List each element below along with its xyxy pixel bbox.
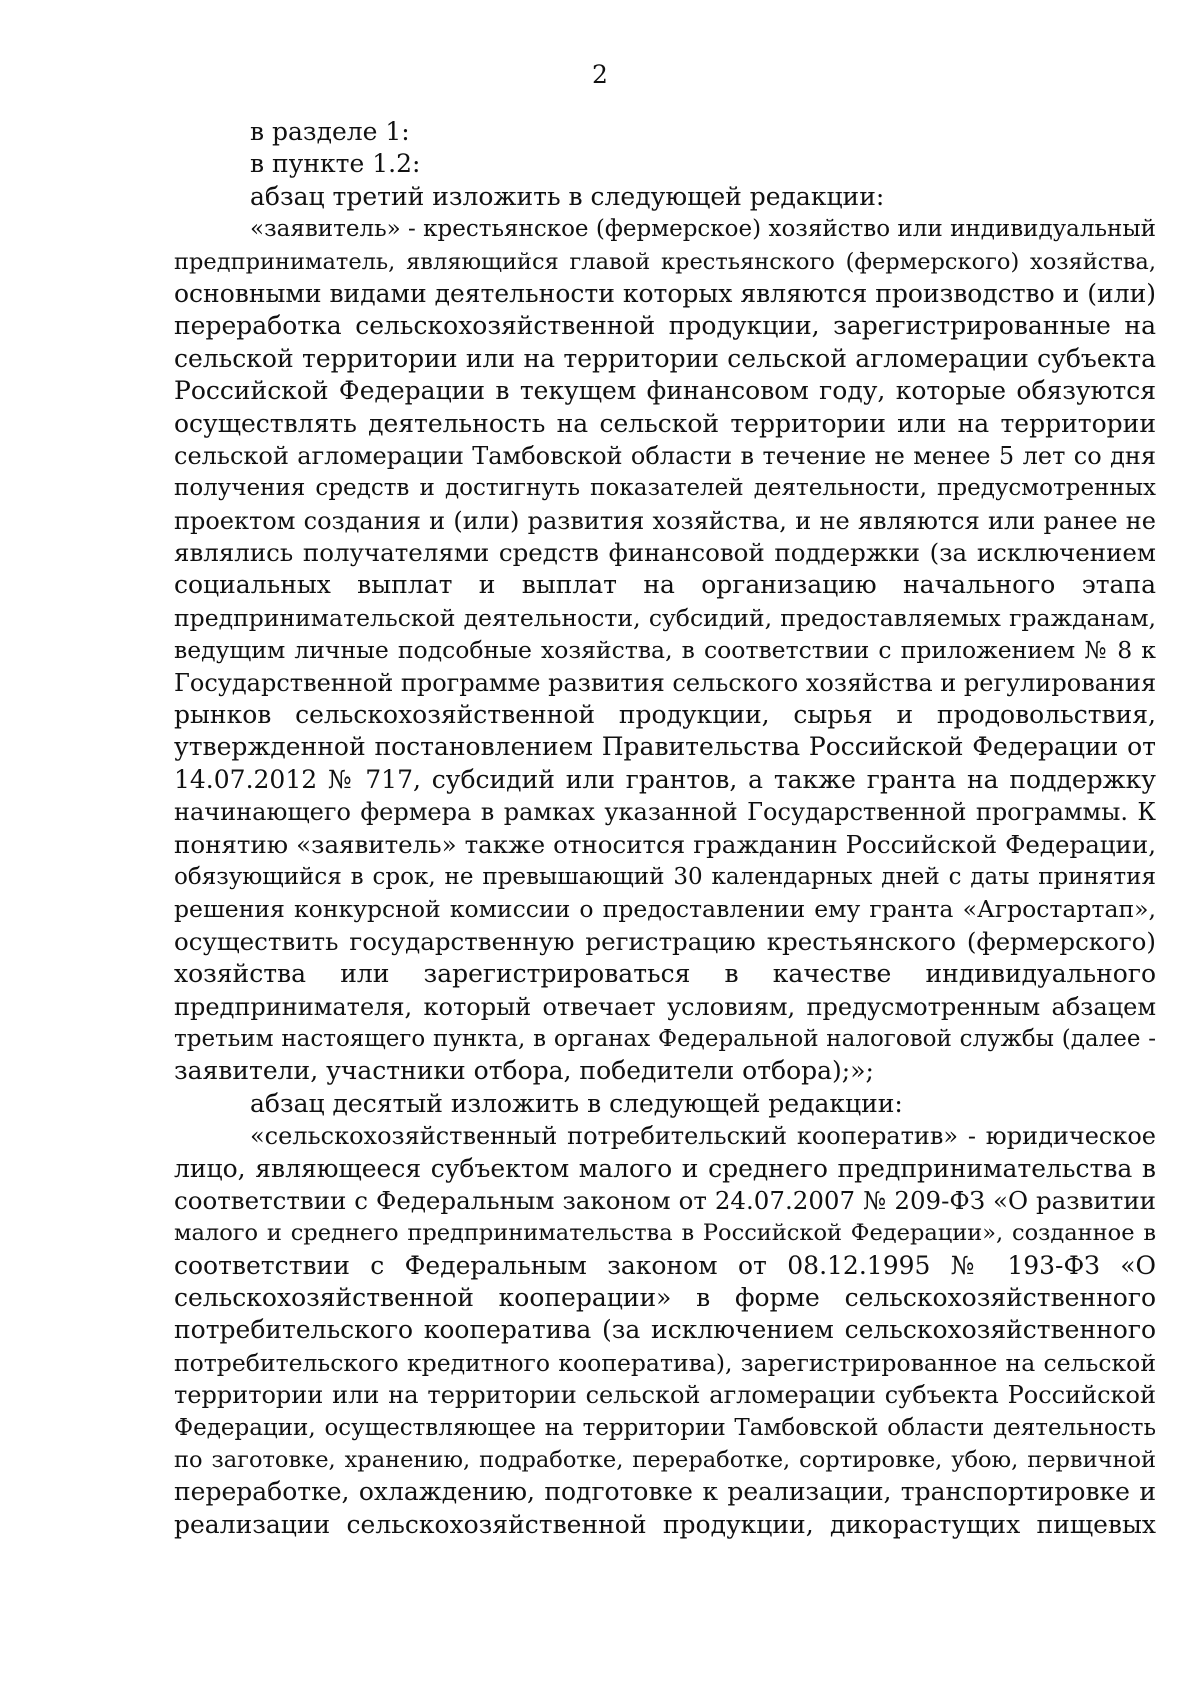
text-line: абзац третий изложить в следующей редакции:: [250, 181, 885, 211]
text-line: «заявитель» - крестьянское (фермерское) хозяйство или индивидуальный: [250, 216, 1156, 243]
text-line: ведущим личные подсобные хозяйства, в соответствии с приложением № 8 к: [174, 636, 1156, 665]
text-line: потребительского кооператива (за исключением сельскохозяйственного: [174, 1315, 1156, 1345]
text-line: социальных выплат и выплат на организацию начального этапа: [174, 570, 1156, 600]
text-line: лицо, являющееся субъектом малого и среднего предпринимательства в: [174, 1153, 1156, 1183]
text-line: Федерации, осуществляющее на территории Тамбовской области деятельность: [174, 1414, 1156, 1441]
text-line: Российской Федерации в текущем финансовом году, которые обязуются: [174, 376, 1156, 406]
text-line: получения средств и достигнуть показателей деятельности, предусмотренных: [174, 475, 1156, 502]
text-line: 14.07.2012 № 717, субсидий или грантов, а также гранта на поддержку: [174, 764, 1156, 794]
text-line: соответствии с Федеральным законом от 08.12.1995 № 193-ФЗ «О: [174, 1250, 1156, 1280]
page-number: 2: [592, 60, 608, 89]
text-line: в разделе 1:: [250, 117, 410, 146]
text-line: начинающего фермера в рамках указанной Государственной программы. К: [174, 798, 1156, 827]
text-line: решения конкурсной комиссии о предоставлении ему гранта «Агростартап»,: [174, 895, 1156, 924]
text-line: потребительского кредитного кооператива), зарегистрированное на сельской: [174, 1348, 1156, 1377]
text-line: проектом создания и (или) развития хозяйства, и не являются или ранее не: [174, 506, 1156, 535]
text-line: понятию «заявитель» также относится гражданин Российской Федерации,: [174, 829, 1156, 859]
text-line: соответствии с Федеральным законом от 24.07.2007 № 209-ФЗ «О развитии: [174, 1185, 1156, 1215]
text-line: переработка сельскохозяйственной продукции, зарегистрированные на: [174, 311, 1156, 341]
text-line: обязующийся в срок, не превышающий 30 календарных дней с даты принятия: [174, 863, 1156, 890]
text-line: утвержденной постановлением Правительства Российской Федерации от: [174, 732, 1156, 762]
text-line: осуществлять деятельность на сельской территории или на территории: [174, 408, 1156, 438]
text-line: третьим настоящего пункта, в органах Федеральной налоговой службы (далее -: [174, 1025, 1156, 1052]
text-line: «сельскохозяйственный потребительский кооператив» - юридическое: [250, 1122, 1156, 1151]
text-line: осуществить государственную регистрацию крестьянского (фермерского): [174, 926, 1156, 956]
text-line: по заготовке, хранению, подработке, переработке, сортировке, убою, первичной: [174, 1447, 1156, 1474]
text-line: сельскохозяйственной кооперации» в форме сельскохозяйственного: [174, 1283, 1156, 1313]
text-line: сельской агломерации Тамбовской области в течение не менее 5 лет со дня: [174, 441, 1156, 470]
text-line: в пункте 1.2:: [250, 149, 421, 179]
text-line: предприниматель, являющийся главой крестьянского (фермерского) хозяйства,: [174, 248, 1156, 275]
text-line: малого и среднего предпринимательства в Российской Федерации», созданное в: [174, 1220, 1156, 1247]
text-line: абзац десятый изложить в следующей редакции:: [250, 1088, 903, 1118]
text-line: хозяйства или зарегистрироваться в качестве индивидуального: [174, 959, 1156, 989]
text-line: основными видами деятельности которых являются производство и (или): [174, 278, 1156, 308]
document-body: [174, 116, 1156, 1541]
text-line: заявители, участники отбора, победители отбора);»;: [174, 1056, 874, 1086]
text-line: предпринимателя, который отвечает условиям, предусмотренным абзацем: [174, 992, 1156, 1021]
text-line: рынков сельскохозяйственной продукции, сырья и продовольствия,: [174, 700, 1156, 730]
text-line: территории или на территории сельской агломерации субъекта Российской: [174, 1381, 1156, 1410]
text-line: являлись получателями средств финансовой поддержки (за исключением: [174, 538, 1156, 568]
text-line: Государственной программе развития сельского хозяйства и регулирования: [174, 668, 1157, 697]
text-line: сельской территории или на территории сельской агломерации субъекта: [174, 343, 1156, 373]
text-line: предпринимательской деятельности, субсидий, предоставляемых гражданам,: [174, 603, 1156, 632]
text-line: переработке, охлаждению, подготовке к реализации, транспортировке и: [174, 1477, 1156, 1507]
text-line: реализации сельскохозяйственной продукции, дикорастущих пищевых: [174, 1509, 1156, 1539]
